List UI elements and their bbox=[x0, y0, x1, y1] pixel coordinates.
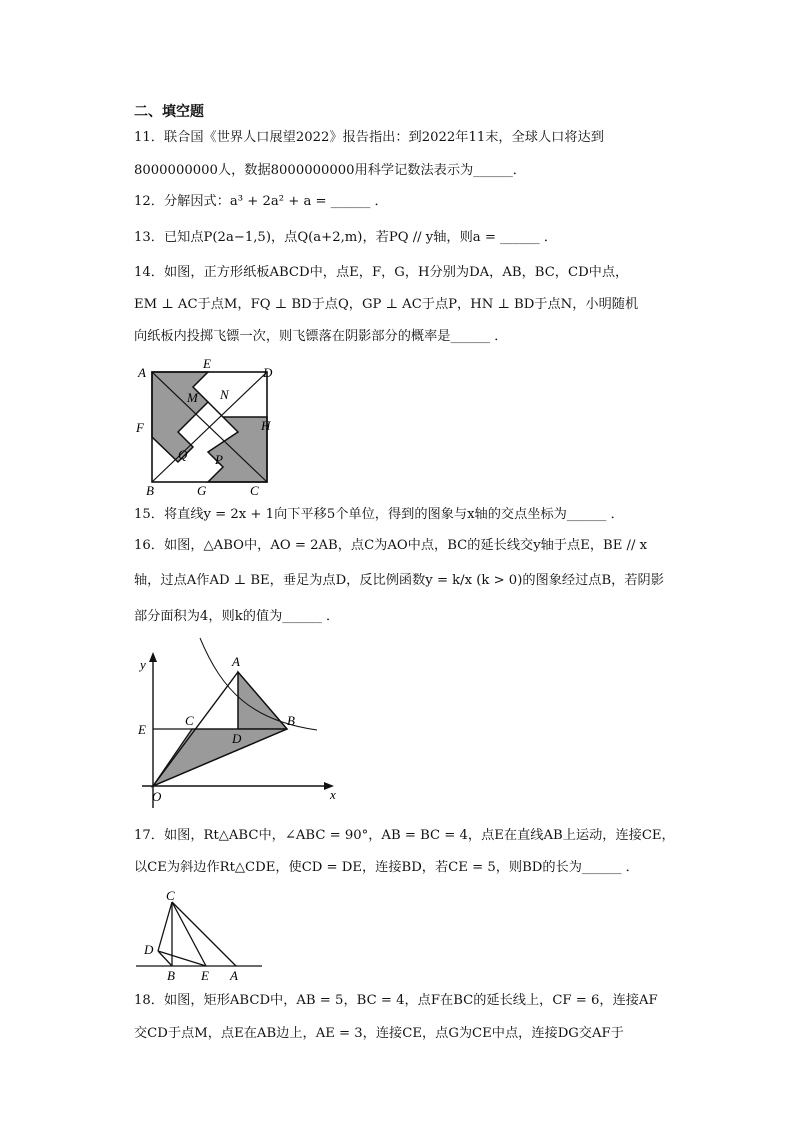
q17-line2: 以CE为斜边作Rt△CDE，使CD = DE，连接BD，若CE = 5，则BD的长为______ ． bbox=[134, 860, 639, 875]
q12-line1: 12．分解因式：a³ + 2a² + a = ______ ． bbox=[134, 194, 388, 209]
q14-line3: 向纸板内投掷飞镖一次，则飞镖落在阴影部分的概率是______ ． bbox=[134, 329, 508, 344]
q18-line2: 交CD于点M，点E在AB边上，AE = 3，连接CE，点G为CE中点，连接DG交AF于 bbox=[134, 1026, 624, 1041]
q14-line1: 14．如图，正方形纸板ABCD中，点E，F，G，H分别为DA，AB，BC，CD中点， bbox=[134, 265, 629, 280]
q14-label-p: P bbox=[215, 452, 223, 467]
q14-figure bbox=[130, 358, 280, 498]
q17-segment-cd bbox=[158, 902, 172, 951]
q16-figure bbox=[132, 636, 347, 812]
q14-label-q: Q bbox=[178, 447, 188, 462]
q17-figure bbox=[134, 888, 264, 984]
q15-line1: 15．将直线y = 2x + 1向下平移5个单位，得到的图象与x轴的交点坐标为______ ． bbox=[134, 507, 624, 522]
q14-label-d: D bbox=[263, 365, 273, 380]
q14-label-e: E bbox=[203, 358, 211, 371]
q11-line2: 8000000000人，数据8000000000用科学记数法表示为______． bbox=[134, 163, 526, 178]
q14-label-f: F bbox=[136, 420, 144, 435]
q14-label-n: N bbox=[220, 387, 229, 402]
q13-line1: 13．已知点P(2a−1,5)，点Q(a+2,m)，若PQ // y轴，则a = ______ ． bbox=[134, 230, 558, 245]
q17-segment-ca bbox=[172, 902, 236, 966]
q17-label-e: E bbox=[201, 968, 209, 983]
section-title: 二、填空题 bbox=[134, 104, 204, 120]
q16-label-o: O bbox=[152, 789, 162, 804]
q16-label-c: C bbox=[185, 713, 194, 728]
q18-line1: 18．如图，矩形ABCD中，AB = 5，BC = 4，点F在BC的延长线上，CF = 6，连接AF bbox=[134, 993, 658, 1008]
q16-label-d: D bbox=[232, 731, 242, 746]
q16-line3: 部分面积为4，则k的值为______ ． bbox=[134, 609, 340, 624]
q16-line2: 轴，过点A作AD ⊥ BE，垂足为点D，反比例函数y = k/x (k > 0)的图象经过点B，若阴影 bbox=[134, 573, 664, 588]
q16-label-x: x bbox=[330, 787, 336, 802]
q17-label-c: C bbox=[166, 888, 175, 903]
q16-label-y: y bbox=[140, 657, 146, 672]
q14-label-m: M bbox=[187, 390, 198, 405]
q17-label-a: A bbox=[230, 968, 238, 983]
q14-line2: EM ⊥ AC于点M，FQ ⊥ BD于点Q，GP ⊥ AC于点P，HN ⊥ BD于点N，小明随机 bbox=[134, 297, 639, 312]
q17-line1: 17．如图，Rt△ABC中，∠ABC = 90°，AB = BC = 4，点E在直线AB上运动，连接CE， bbox=[134, 828, 675, 843]
q17-label-d: D bbox=[144, 942, 154, 957]
q14-label-b: B bbox=[146, 483, 154, 498]
q16-label-b: B bbox=[287, 713, 295, 728]
q16-y-axis-arrow bbox=[149, 652, 157, 662]
q14-label-g: G bbox=[197, 483, 207, 498]
q16-line1: 16．如图，△ABO中，AO = 2AB，点C为AO中点，BC的延长线交y轴于点E，BE // x bbox=[134, 538, 648, 553]
q11-line1: 11．联合国《世界人口展望2022》报告指出：到2022年11末，全球人口将达到 bbox=[134, 130, 604, 145]
q16-label-e: E bbox=[138, 722, 146, 737]
q14-label-c: C bbox=[250, 483, 259, 498]
q14-shade-right bbox=[208, 402, 267, 482]
q14-label-a: A bbox=[138, 365, 146, 380]
q17-label-b: B bbox=[167, 968, 175, 983]
q16-label-a: A bbox=[232, 654, 240, 669]
q14-label-h: H bbox=[261, 418, 271, 433]
